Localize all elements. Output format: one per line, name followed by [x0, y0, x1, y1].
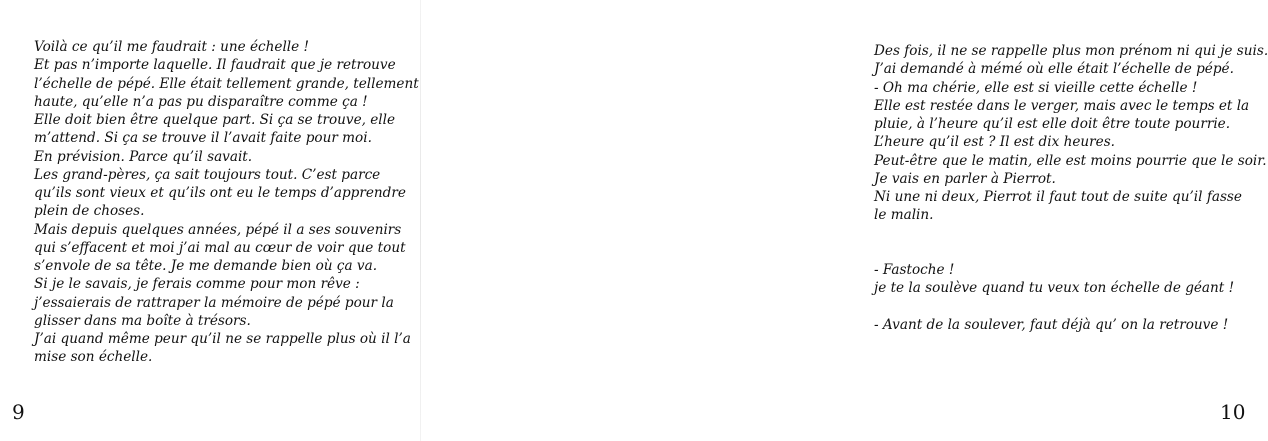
text-line: mise son échelle. — [34, 349, 153, 366]
text-line: Et pas n’importe laquelle. Il faudrait que je retrouve — [34, 57, 396, 74]
text-line: Si je le savais, je ferais comme pour mon rêve : — [34, 276, 360, 293]
text-line: glisser dans ma boîte à trésors. — [34, 312, 251, 329]
text-line: Voilà ce qu’il me faudrait : une échelle ! — [34, 39, 309, 55]
page-number-left: 9 — [12, 400, 25, 424]
text-line — [874, 298, 1254, 316]
text-line: l’échelle de pépé. Elle était tellement grande, tellement — [34, 75, 419, 92]
text-line: plein de choses. — [34, 203, 145, 220]
text-line: haute, qu’elle n’a pas pu disparaître comme ça ! — [34, 93, 368, 110]
right-page-text — [874, 42, 1268, 334]
text-line: s’envole de sa tête. Je me demande bien où ça va. — [34, 258, 378, 274]
text-line: Je vais en parler à Pierrot. — [874, 170, 1056, 187]
text-line: Elle est restée dans le verger, mais avec le temps et la — [874, 97, 1250, 114]
text-line: Elle doit bien être quelque part. Si ça se trouve, elle — [34, 112, 396, 128]
text-line: L’heure qu’il est ? Il est dix heures. — [874, 134, 1115, 151]
text-line: - Avant de la soulever, faut déjà qu’ on la retrouve ! — [874, 316, 1229, 333]
text-line: - Oh ma chérie, elle est si vieille cette échelle ! — [874, 79, 1198, 96]
text-line: Les grand-pères, ça sait toujours tout. C’est parce — [34, 166, 381, 183]
text-line: J’ai demandé à mémé où elle était l’échelle de pépé. — [874, 61, 1234, 78]
text-line: m’attend. Si ça se trouve il l’avait faite pour moi. — [34, 130, 372, 147]
text-line: j’essaierais de rattraper la mémoire de pépé pour la — [34, 294, 394, 311]
text-line — [874, 243, 1254, 261]
text-line: Ni une ni deux, Pierrot il faut tout de suite qu’il fasse — [874, 189, 1242, 205]
left-page — [0, 0, 420, 441]
text-line: pluie, à l’heure qu’il est elle doit être toute pourrie. — [874, 116, 1231, 132]
text-line: qui s’effacent et moi j’ai mal au cœur de voir que tout — [34, 239, 406, 256]
page-number-right: 10 — [1220, 400, 1246, 424]
text-line: - Fastoche ! — [874, 262, 955, 278]
text-line: Des fois, il ne se rappelle plus mon prénom ni qui je suis. — [874, 43, 1268, 59]
text-line: En prévision. Parce qu’il savait. — [34, 148, 253, 165]
text-line: je te la soulève quand tu veux ton échelle de géant ! — [874, 280, 1235, 297]
text-line: le malin. — [874, 207, 934, 224]
text-line: J’ai quand même peur qu’il ne se rappelle plus où il l’a — [34, 331, 411, 347]
text-line: Peut-être que le matin, elle est moins pourrie que le soir. — [874, 152, 1267, 169]
left-page-text — [34, 38, 419, 367]
text-line — [874, 225, 1254, 243]
text-line: qu’ils sont vieux et qu’ils ont eu le temps d’apprendre — [34, 185, 406, 201]
right-page — [420, 0, 1268, 441]
text-line: Mais depuis quelques années, pépé il a ses souvenirs — [34, 221, 402, 238]
